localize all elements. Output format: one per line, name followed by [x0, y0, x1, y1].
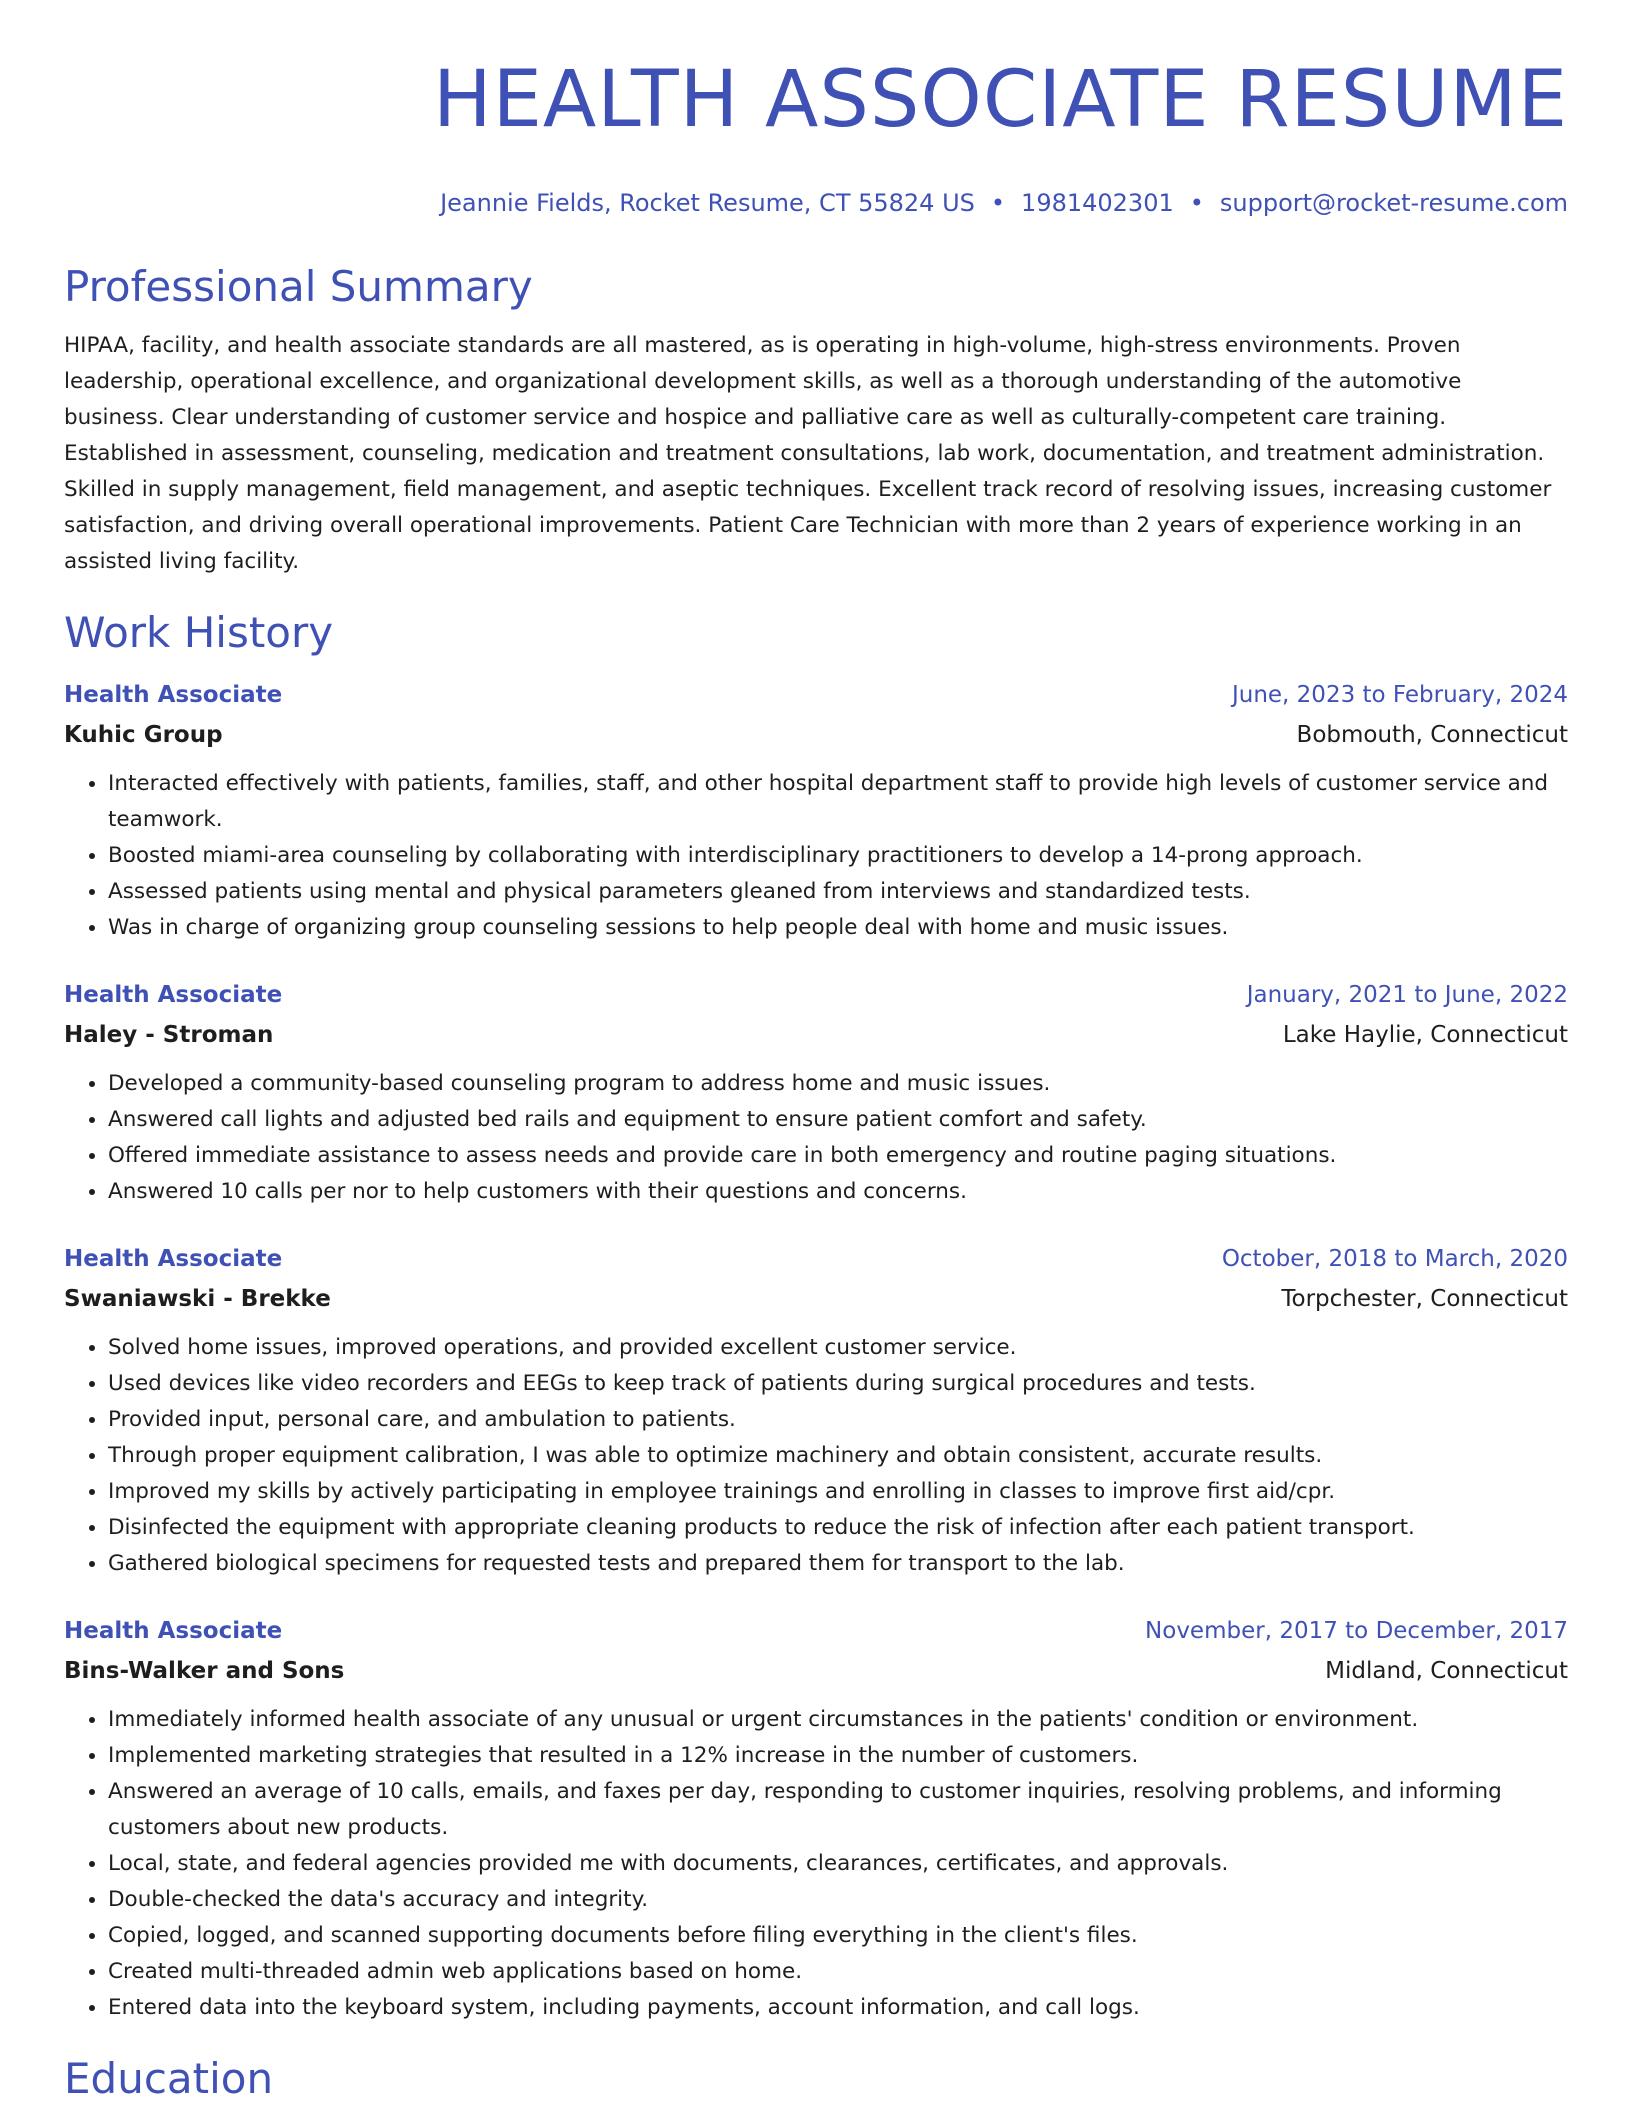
job-bullet: • Answered 10 calls per nor to help customers with their questions and concerns.	[108, 1174, 1568, 1210]
job-bullet: • Created multi-threaded admin web applications based on home.	[108, 1954, 1568, 1990]
job-dates: January, 2021 to June, 2022	[1246, 982, 1568, 1008]
job-entry	[64, 978, 1568, 1210]
job-bullet: • Copied, logged, and scanned supporting documents before filing everything in the client's files.	[108, 1918, 1568, 1954]
job-company: Haley - Stroman	[64, 1022, 274, 1048]
job-bullets	[64, 1066, 1568, 1210]
job-header-row	[64, 978, 1568, 1012]
job-bullet: • Assessed patients using mental and physical parameters gleaned from interviews and standardized tests.	[108, 874, 1568, 910]
job-location: Midland, Connecticut	[1325, 1658, 1568, 1684]
summary-heading: Professional Summary	[64, 262, 533, 311]
resume-header	[64, 0, 1568, 218]
job-company-row	[64, 1018, 1568, 1052]
job-company-row	[64, 1282, 1568, 1316]
education-heading: Education	[64, 2054, 274, 2103]
job-company: Bins-Walker and Sons	[64, 1658, 345, 1684]
job-dates: October, 2018 to March, 2020	[1221, 1246, 1568, 1272]
job-location: Bobmouth, Connecticut	[1296, 722, 1568, 748]
summary-text: HIPAA, facility, and health associate standards are all mastered, as is operating in high-volume, high-stress environments. Proven leadership, operational excellence, and organizational development skills, as well as a thorough understanding of the automotive business. Clear understanding of customer service and hospice and palliative care as well as culturally-competent care training. Established in assessment, counseling, medication and treatment consultations, lab work, documentation, and treatment administration. Skilled in supply management, field management, and aseptic techniques. Excellent track record of resolving issues, increasing customer satisfaction, and driving overall operational improvements. Patient Care Technician with more than 2 years of experience working in an assisted living facility.	[64, 333, 1552, 574]
resume-page	[64, 0, 1568, 2106]
job-dates: November, 2017 to December, 2017	[1145, 1618, 1568, 1644]
job-title: Health Associate	[64, 1618, 283, 1644]
job-bullet: • Developed a community-based counseling program to address home and music issues.	[108, 1066, 1568, 1102]
job-bullet: • Entered data into the keyboard system, including payments, account information, and call logs.	[108, 1990, 1568, 2026]
job-title: Health Associate	[64, 682, 283, 708]
job-bullet: • Provided input, personal care, and ambulation to patients.	[108, 1402, 1568, 1438]
job-location: Lake Haylie, Connecticut	[1282, 1022, 1568, 1048]
job-bullets	[64, 766, 1568, 946]
contact-email: support@rocket-resume.com	[1219, 189, 1568, 217]
job-bullet: • Interacted effectively with patients, families, staff, and other hospital department staff to provide high levels of customer service and teamwork.	[108, 766, 1568, 838]
contact-separator: •	[990, 189, 1006, 217]
work-history-section	[64, 606, 1568, 2026]
job-bullet: • Boosted miami-area counseling by collaborating with interdisciplinary practitioners to develop a 14-prong approach.	[108, 838, 1568, 874]
job-bullet: • Solved home issues, improved operations, and provided excellent customer service.	[108, 1330, 1568, 1366]
contact-separator: •	[1189, 189, 1204, 217]
job-dates: June, 2023 to February, 2024	[1231, 682, 1568, 708]
job-company: Kuhic Group	[64, 722, 223, 748]
job-bullet: • Was in charge of organizing group counseling sessions to help people deal with home and music issues.	[108, 910, 1568, 946]
job-bullet: • Implemented marketing strategies that resulted in a 12% increase in the number of customers.	[108, 1738, 1568, 1774]
job-bullet: • Improved my skills by actively participating in employee trainings and enrolling in classes to improve first aid/cpr.	[108, 1474, 1568, 1510]
job-bullets	[64, 1330, 1568, 1582]
job-header-row	[64, 1242, 1568, 1276]
education-section	[64, 2052, 1568, 2106]
job-entry	[64, 1242, 1568, 1582]
job-title: Health Associate	[64, 1246, 283, 1272]
job-bullet: • Disinfected the equipment with appropriate cleaning products to reduce the risk of infection after each patient transport.	[108, 1510, 1568, 1546]
contact-phone: 1981402301	[1021, 189, 1174, 217]
resume-title: HEALTH ASSOCIATE RESUME	[432, 55, 1568, 145]
job-bullet: • Through proper equipment calibration, I was able to optimize machinery and obtain consistent, accurate results.	[108, 1438, 1568, 1474]
job-company-row	[64, 1654, 1568, 1688]
job-bullet: • Offered immediate assistance to assess needs and provide care in both emergency and routine paging situations.	[108, 1138, 1568, 1174]
job-bullet: • Answered an average of 10 calls, emails, and faxes per day, responding to customer inquiries, resolving problems, and informing customers about new products.	[108, 1774, 1568, 1846]
job-bullet: • Answered call lights and adjusted bed rails and equipment to ensure patient comfort and safety.	[108, 1102, 1568, 1138]
contact-address: Jeannie Fields, Rocket Resume, CT 55824 US	[440, 189, 975, 217]
job-bullets	[64, 1702, 1568, 2026]
job-entry	[64, 678, 1568, 946]
job-bullet: • Local, state, and federal agencies provided me with documents, clearances, certificates, and approvals.	[108, 1846, 1568, 1882]
job-bullet: • Gathered biological specimens for requested tests and prepared them for transport to the lab.	[108, 1546, 1568, 1582]
job-location: Torpchester, Connecticut	[1281, 1286, 1568, 1312]
job-entry	[64, 1614, 1568, 2026]
summary-section	[64, 260, 1568, 580]
job-header-row	[64, 1614, 1568, 1648]
job-header-row	[64, 678, 1568, 712]
job-company: Swaniawski - Brekke	[64, 1286, 331, 1312]
job-bullet: • Immediately informed health associate of any unusual or urgent circumstances in the patients' condition or environment.	[108, 1702, 1568, 1738]
contact-line	[64, 188, 1568, 218]
job-company-row	[64, 718, 1568, 752]
job-bullet: • Double-checked the data's accuracy and integrity.	[108, 1882, 1568, 1918]
job-bullet: • Used devices like video recorders and EEGs to keep track of patients during surgical procedures and tests.	[108, 1366, 1568, 1402]
work-history-heading: Work History	[64, 608, 334, 657]
job-title: Health Associate	[64, 982, 283, 1008]
